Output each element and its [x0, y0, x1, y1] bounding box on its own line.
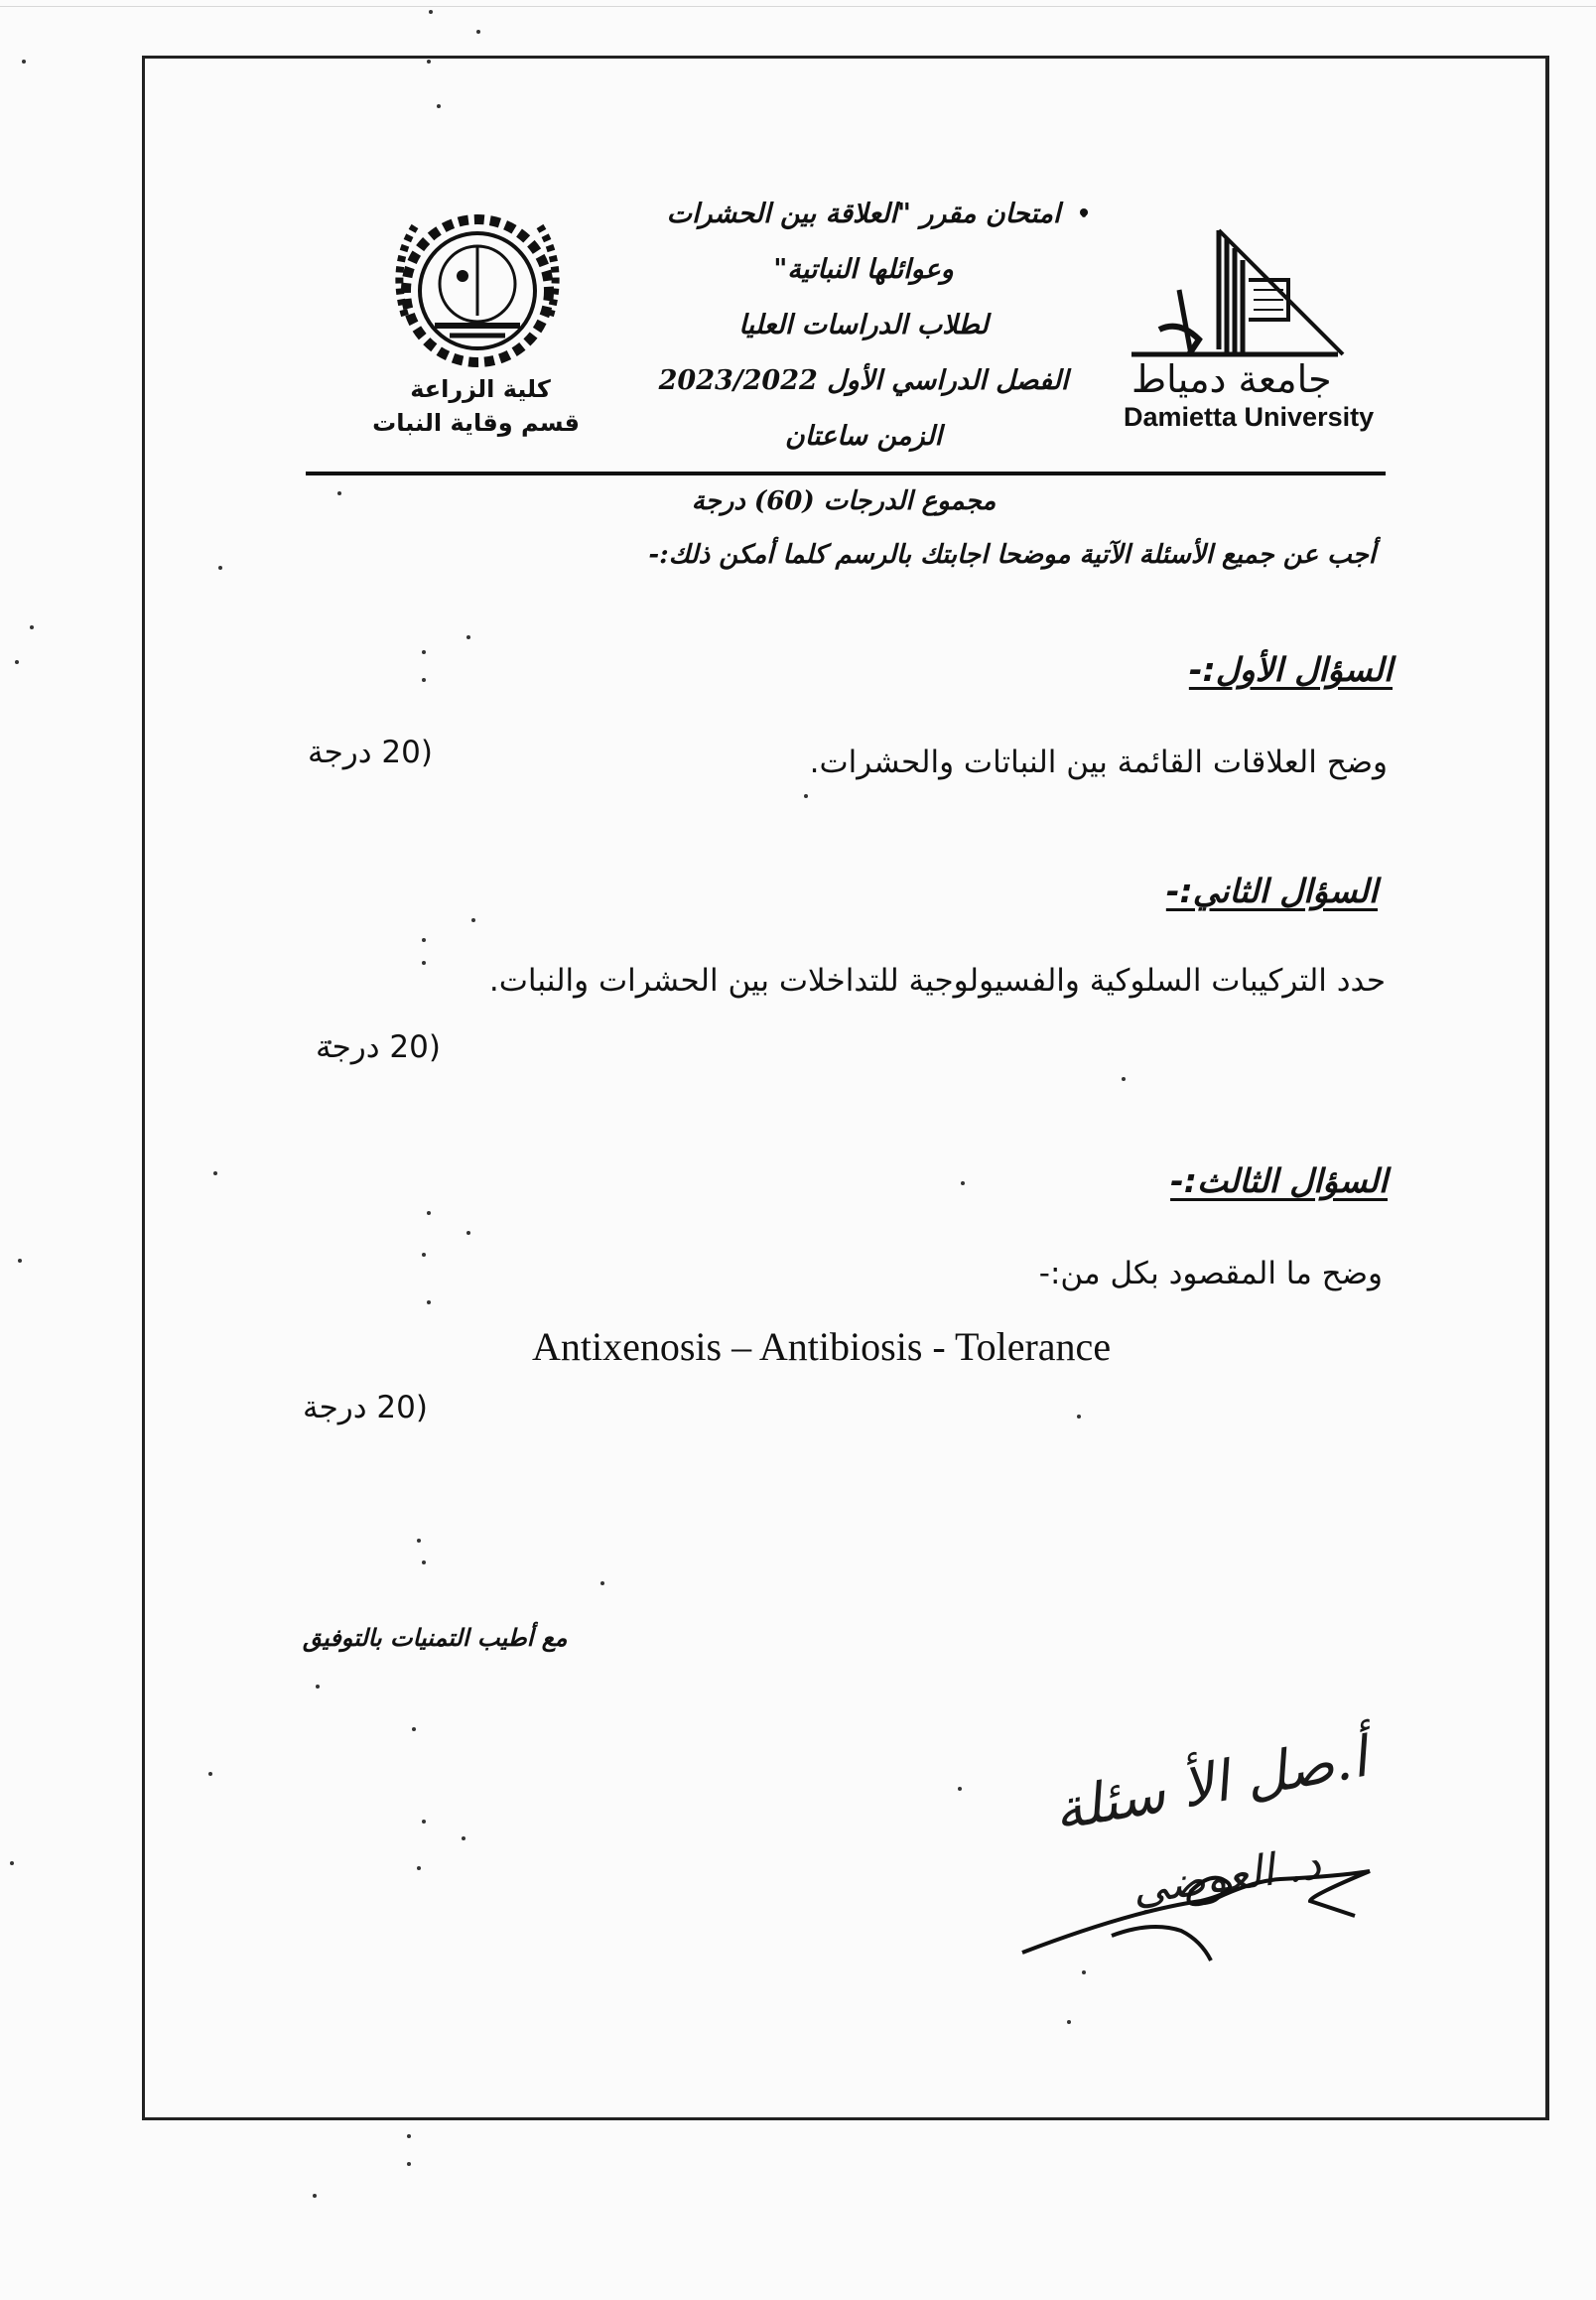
header-separator	[306, 472, 1386, 475]
question-3-title: السؤال الثالث:-	[1170, 1161, 1388, 1200]
question-1-marks: (20 درجة	[308, 735, 433, 770]
department-name: قسم وقاية النبات	[372, 409, 580, 437]
question-2-title: السؤال الثاني:-	[1165, 872, 1378, 910]
exam-title-line1: امتحان مقرر "العلاقة بين الحشرات	[666, 199, 1061, 229]
exam-title-line2: وعوائلها النباتية"	[773, 254, 954, 285]
question-3-terms: Antixenosis – Antibiosis - Tolerance	[532, 1324, 1112, 1369]
bullet-icon	[1080, 208, 1088, 216]
exam-audience: لطلاب الدراسات العليا	[738, 310, 989, 340]
page-top-edge	[0, 6, 1596, 7]
total-marks: مجموع الدرجات (60) درجة	[691, 486, 997, 516]
question-1-title: السؤال الأول:-	[1188, 650, 1393, 689]
question-3-text: وضح ما المقصود بكل من:-	[1038, 1256, 1383, 1291]
exam-semester: الفصل الدراسي الأول 2023/2022	[658, 365, 1069, 396]
damietta-university-logo-icon	[1120, 220, 1348, 359]
instructions: أجب عن جميع الأسئلة الآتية موضحا اجابتك بالرسم كلما أمكن ذلك:-	[648, 540, 1376, 570]
signature-scribble-icon	[1012, 1841, 1390, 1980]
question-2-text: حدد التركيبات السلوكية والفسيولوجية للتداخلات بين الحشرات والنبات.	[488, 963, 1386, 999]
exam-duration: الزمن ساعتان	[784, 421, 943, 452]
university-name-arabic: جامعة دمياط	[1131, 357, 1332, 401]
faculty-emblem-icon	[375, 206, 580, 379]
question-2-marks: (20 درجة	[316, 1029, 441, 1065]
faculty-name: كلية الزراعة	[410, 375, 551, 403]
closing-wishes: مع أطيب التمنيات بالتوفيق	[303, 1623, 568, 1652]
question-3-marks: (20 درجة	[303, 1390, 428, 1425]
signature-line2: د. العوضي	[1129, 1837, 1324, 1916]
signature-line1: أ.صل الأ سئلة	[1048, 1724, 1373, 1844]
university-name-english: Damietta University	[1124, 402, 1375, 432]
question-1-text: وضح العلاقات القائمة بين النباتات والحشرات.	[809, 744, 1388, 780]
